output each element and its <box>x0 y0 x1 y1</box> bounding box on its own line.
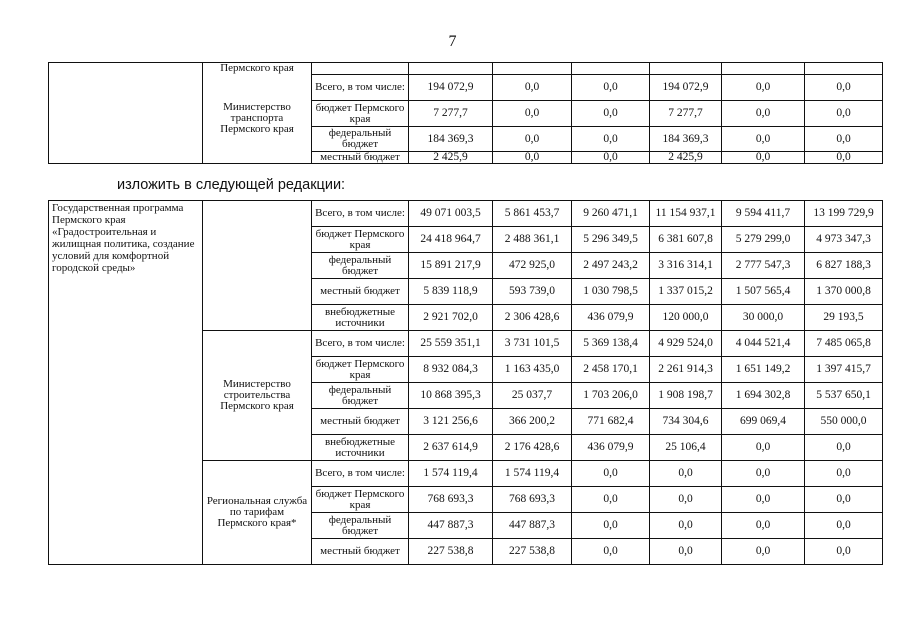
budget-type-label: местный бюджет <box>312 409 409 435</box>
value-cell: 2 425,9 <box>409 152 493 164</box>
value-cell: 0,0 <box>805 513 883 539</box>
budget-type-label: бюджет Пермского края <box>312 101 409 127</box>
value-cell: 0,0 <box>572 461 650 487</box>
budget-type-label: Всего, в том числе: <box>312 461 409 487</box>
empty-cell <box>572 63 650 75</box>
value-cell: 184 369,3 <box>409 127 493 152</box>
empty-cell <box>722 63 805 75</box>
value-cell: 447 887,3 <box>493 513 572 539</box>
budget-type-label: федеральный бюджет <box>312 253 409 279</box>
value-cell: 0,0 <box>572 152 650 164</box>
budget-type-label: внебюджетные источники <box>312 435 409 461</box>
value-cell: 0,0 <box>572 513 650 539</box>
value-cell: 1 163 435,0 <box>493 357 572 383</box>
value-cell: 5 296 349,5 <box>572 227 650 253</box>
value-cell: 472 925,0 <box>493 253 572 279</box>
value-cell: 0,0 <box>493 75 572 101</box>
value-cell: 0,0 <box>722 435 805 461</box>
value-cell: 0,0 <box>722 101 805 127</box>
value-cell: 1 030 798,5 <box>572 279 650 305</box>
caption: изложить в следующей редакции: <box>117 177 346 193</box>
budget-type-label: местный бюджет <box>312 279 409 305</box>
value-cell: 0,0 <box>572 127 650 152</box>
value-cell: 0,0 <box>722 487 805 513</box>
value-cell: 699 069,4 <box>722 409 805 435</box>
value-cell: 0,0 <box>805 461 883 487</box>
value-cell: 0,0 <box>572 101 650 127</box>
value-cell: 0,0 <box>650 487 722 513</box>
table-row <box>49 63 883 75</box>
value-cell: 49 071 003,5 <box>409 201 493 227</box>
value-cell: 447 887,3 <box>409 513 493 539</box>
budget-type-label: местный бюджет <box>312 539 409 565</box>
value-cell: 0,0 <box>650 539 722 565</box>
value-cell: 2 637 614,9 <box>409 435 493 461</box>
value-cell: 8 932 084,3 <box>409 357 493 383</box>
budget-type-label: бюджет Пермского края <box>312 357 409 383</box>
value-cell: 9 594 411,7 <box>722 201 805 227</box>
empty-cell <box>312 63 409 75</box>
value-cell: 0,0 <box>722 513 805 539</box>
value-cell: 1 703 206,0 <box>572 383 650 409</box>
value-cell: 2 458 170,1 <box>572 357 650 383</box>
value-cell: 7 277,7 <box>650 101 722 127</box>
value-cell: 30 000,0 <box>722 305 805 331</box>
budget-type-label: бюджет Пермского края <box>312 227 409 253</box>
value-cell: 7 485 065,8 <box>805 331 883 357</box>
value-cell: 25 559 351,1 <box>409 331 493 357</box>
value-cell: 29 193,5 <box>805 305 883 331</box>
program-name: Государственная программа Пермского края «Градостроительная и жилищная политика, создание условий для комфортной городской среды» <box>49 201 203 565</box>
value-cell: 0,0 <box>493 152 572 164</box>
value-cell: 2 306 428,6 <box>493 305 572 331</box>
value-cell: 2 261 914,3 <box>650 357 722 383</box>
value-cell: 0,0 <box>572 75 650 101</box>
value-cell: 0,0 <box>722 152 805 164</box>
empty-cell <box>805 63 883 75</box>
value-cell: 768 693,3 <box>493 487 572 513</box>
budget-type-label: Всего, в том числе: <box>312 75 409 101</box>
budget-type-label: федеральный бюджет <box>312 383 409 409</box>
value-cell: 120 000,0 <box>650 305 722 331</box>
value-cell: 0,0 <box>805 152 883 164</box>
value-cell: 768 693,3 <box>409 487 493 513</box>
value-cell: 194 072,9 <box>650 75 722 101</box>
value-cell: 0,0 <box>722 461 805 487</box>
value-cell: 1 370 000,8 <box>805 279 883 305</box>
value-cell: 1 574 119,4 <box>493 461 572 487</box>
value-cell: 2 488 361,1 <box>493 227 572 253</box>
program-org-cell <box>203 201 312 331</box>
value-cell: 1 908 198,7 <box>650 383 722 409</box>
value-cell: 0,0 <box>650 513 722 539</box>
value-cell: 0,0 <box>572 539 650 565</box>
value-cell: 2 497 243,2 <box>572 253 650 279</box>
value-cell: 771 682,4 <box>572 409 650 435</box>
budget-type-label: федеральный бюджет <box>312 127 409 152</box>
value-cell: 1 337 015,2 <box>650 279 722 305</box>
table-row <box>49 201 883 227</box>
value-cell: 0,0 <box>805 127 883 152</box>
value-cell: 1 694 302,8 <box>722 383 805 409</box>
value-cell: 4 973 347,3 <box>805 227 883 253</box>
budget-type-label: местный бюджет <box>312 152 409 164</box>
service-name: Региональная служба по тарифам Пермского края* <box>203 461 312 565</box>
value-cell: 7 277,7 <box>409 101 493 127</box>
value-cell: 2 425,9 <box>650 152 722 164</box>
value-cell: 1 651 149,2 <box>722 357 805 383</box>
value-cell: 184 369,3 <box>650 127 722 152</box>
value-cell: 194 072,9 <box>409 75 493 101</box>
value-cell: 5 861 453,7 <box>493 201 572 227</box>
value-cell: 13 199 729,9 <box>805 201 883 227</box>
value-cell: 6 827 188,3 <box>805 253 883 279</box>
page-number: 7 <box>448 33 457 50</box>
value-cell: 3 316 314,1 <box>650 253 722 279</box>
value-cell: 1 507 565,4 <box>722 279 805 305</box>
budget-type-label: бюджет Пермского края <box>312 487 409 513</box>
value-cell: 0,0 <box>493 101 572 127</box>
value-cell: 5 369 138,4 <box>572 331 650 357</box>
value-cell: 0,0 <box>805 101 883 127</box>
value-cell: 4 044 521,4 <box>722 331 805 357</box>
budget-type-label: Всего, в том числе: <box>312 201 409 227</box>
value-cell: 1 574 119,4 <box>409 461 493 487</box>
value-cell: 0,0 <box>722 75 805 101</box>
ministry-name: Министерство строительства Пермского края <box>203 331 312 461</box>
value-cell: 25 037,7 <box>493 383 572 409</box>
value-cell: 734 304,6 <box>650 409 722 435</box>
empty-cell <box>650 63 722 75</box>
value-cell: 24 418 964,7 <box>409 227 493 253</box>
top-table <box>48 62 883 164</box>
value-cell: 1 397 415,7 <box>805 357 883 383</box>
value-cell: 4 929 524,0 <box>650 331 722 357</box>
value-cell: 550 000,0 <box>805 409 883 435</box>
value-cell: 0,0 <box>650 461 722 487</box>
value-cell: 0,0 <box>722 539 805 565</box>
value-cell: 436 079,9 <box>572 435 650 461</box>
value-cell: 0,0 <box>722 127 805 152</box>
ministry-name: Министерство транспорта Пермского края <box>203 75 312 164</box>
value-cell: 227 538,8 <box>409 539 493 565</box>
empty-cell <box>493 63 572 75</box>
blank-cell <box>49 63 203 164</box>
value-cell: 15 891 217,9 <box>409 253 493 279</box>
budget-type-label: федеральный бюджет <box>312 513 409 539</box>
value-cell: 593 739,0 <box>493 279 572 305</box>
value-cell: 0,0 <box>493 127 572 152</box>
budget-type-label: внебюджетные источники <box>312 305 409 331</box>
value-cell: 2 777 547,3 <box>722 253 805 279</box>
value-cell: 10 868 395,3 <box>409 383 493 409</box>
bottom-table <box>48 200 883 565</box>
value-cell: 25 106,4 <box>650 435 722 461</box>
empty-cell <box>409 63 493 75</box>
value-cell: 366 200,2 <box>493 409 572 435</box>
value-cell: 5 279 299,0 <box>722 227 805 253</box>
value-cell: 0,0 <box>805 487 883 513</box>
value-cell: 0,0 <box>805 75 883 101</box>
value-cell: 436 079,9 <box>572 305 650 331</box>
value-cell: 9 260 471,1 <box>572 201 650 227</box>
value-cell: 11 154 937,1 <box>650 201 722 227</box>
budget-type-label: Всего, в том числе: <box>312 331 409 357</box>
value-cell: 6 381 607,8 <box>650 227 722 253</box>
value-cell: 227 538,8 <box>493 539 572 565</box>
value-cell: 5 839 118,9 <box>409 279 493 305</box>
value-cell: 3 731 101,5 <box>493 331 572 357</box>
value-cell: 3 121 256,6 <box>409 409 493 435</box>
value-cell: 0,0 <box>805 435 883 461</box>
value-cell: 2 921 702,0 <box>409 305 493 331</box>
value-cell: 0,0 <box>805 539 883 565</box>
value-cell: 0,0 <box>572 487 650 513</box>
value-cell: 5 537 650,1 <box>805 383 883 409</box>
continued-label: Пермского края <box>203 63 312 75</box>
value-cell: 2 176 428,6 <box>493 435 572 461</box>
